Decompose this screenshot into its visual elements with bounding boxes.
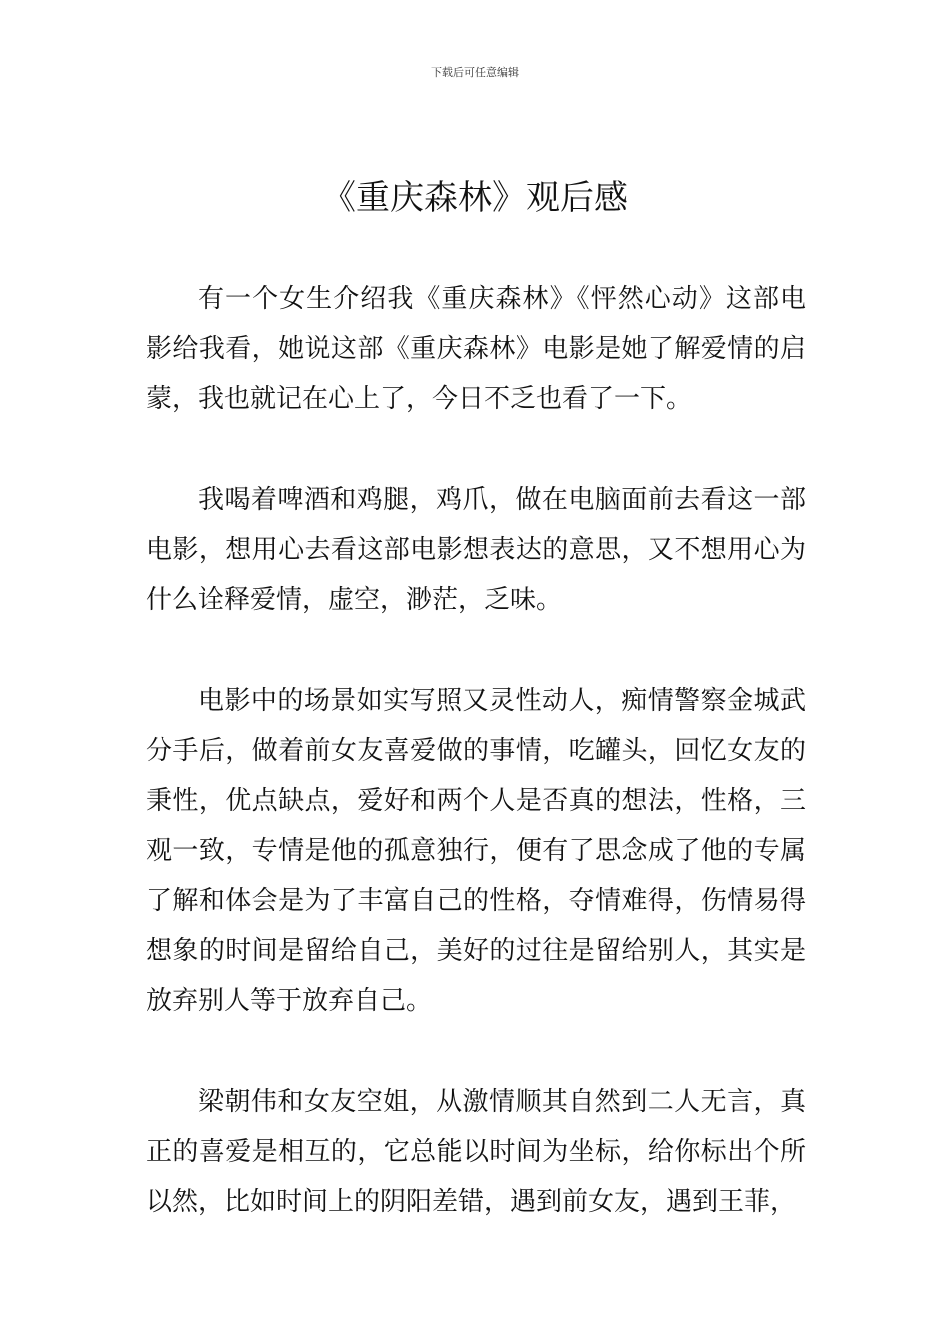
- paragraph-2: 我喝着啤酒和鸡腿，鸡爪，做在电脑面前去看这一部电影，想用心去看这部电影想表达的意思，又不想用心为什么诠释爱情，虚空，渺茫，乏味。: [146, 485, 806, 615]
- document-body: [146, 274, 806, 1278]
- paragraph-3: 电影中的场景如实写照又灵性动人，痴情警察金城武分手后，做着前女友喜爱做的事情，吃罐头，回忆女友的秉性，优点缺点，爱好和两个人是否真的想法，性格，三观一致，专情是他的孤意独行，便有了思念成了他的专属了解和体会是为了丰富自己的性格，夺情难得，伤情易得想象的时间是留给自己，美好的过往是留给别人，其实是放弃别人等于放弃自己。: [146, 686, 806, 1016]
- paragraph-1: 有一个女生介绍我《重庆森林》《怦然心动》这部电影给我看，她说这部《重庆森林》电影是她了解爱情的启蒙，我也就记在心上了，今日不乏也看了一下。: [146, 284, 806, 414]
- paragraph-4: 梁朝伟和女友空姐，从激情顺其自然到二人无言，真正的喜爱是相互的，它总能以时间为坐标，给你标出个所以然，比如时间上的阴阳差错，遇到前女友，遇到王菲，: [146, 1087, 806, 1217]
- document-title: 《重庆森林》观后感: [322, 178, 628, 218]
- page-header-note: 下载后可任意编辑: [431, 66, 519, 79]
